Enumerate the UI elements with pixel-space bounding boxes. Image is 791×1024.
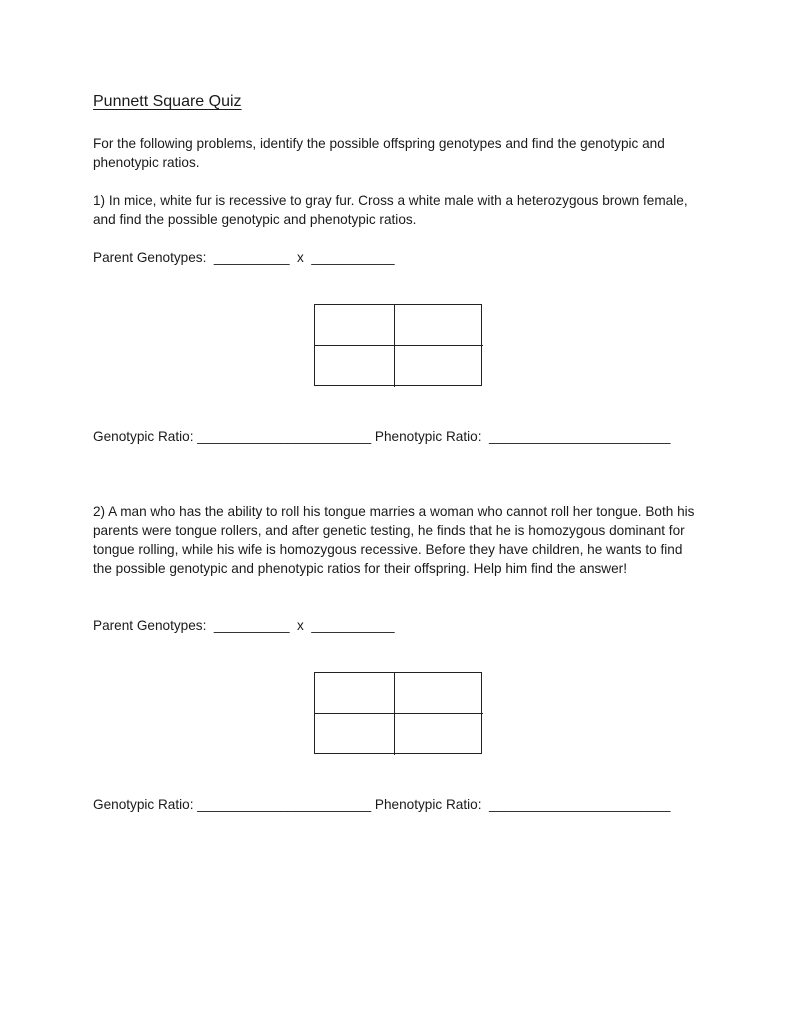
punnett-cell: [395, 305, 483, 346]
punnett-cell: [315, 346, 395, 387]
problem-1-punnett-square: [314, 304, 482, 386]
problem-2-punnett-square: [314, 672, 482, 754]
punnett-cell: [395, 346, 483, 387]
page-title: Punnett Square Quiz: [93, 93, 242, 110]
problem-2-text: 2) A man who has the ability to roll his tongue marries a woman who cannot roll her tongue. Both his parents were tongue rollers, and after genetic testing, he finds that he is homozygous dominant for tongue rolling, while his wife is homozygous recessive. Before they have children, he wants to find the possible genotypic and phenotypic ratios for their offspring. Help him find the answer!: [93, 504, 695, 576]
punnett-cell: [395, 714, 483, 755]
punnett-cell: [315, 714, 395, 755]
punnett-cell: [395, 673, 483, 714]
problem-1-parent-genotypes: Parent Genotypes: __________ x ___________: [93, 250, 395, 265]
punnett-cell: [315, 305, 395, 346]
problem-2-parent-genotypes: Parent Genotypes: __________ x ___________: [93, 618, 395, 633]
problem-1-text: 1) In mice, white fur is recessive to gray fur. Cross a white male with a heterozygous brown female, and find the possible genotypic and phenotypic ratios.: [93, 193, 688, 227]
instructions-text: For the following problems, identify the possible offspring genotypes and find the genotypic and phenotypic ratios.: [93, 136, 665, 170]
problem-2-ratios: Genotypic Ratio: _______________________ Phenotypic Ratio: ________________________: [93, 797, 671, 812]
problem-1-ratios: Genotypic Ratio: _______________________ Phenotypic Ratio: ________________________: [93, 429, 671, 444]
punnett-cell: [315, 673, 395, 714]
